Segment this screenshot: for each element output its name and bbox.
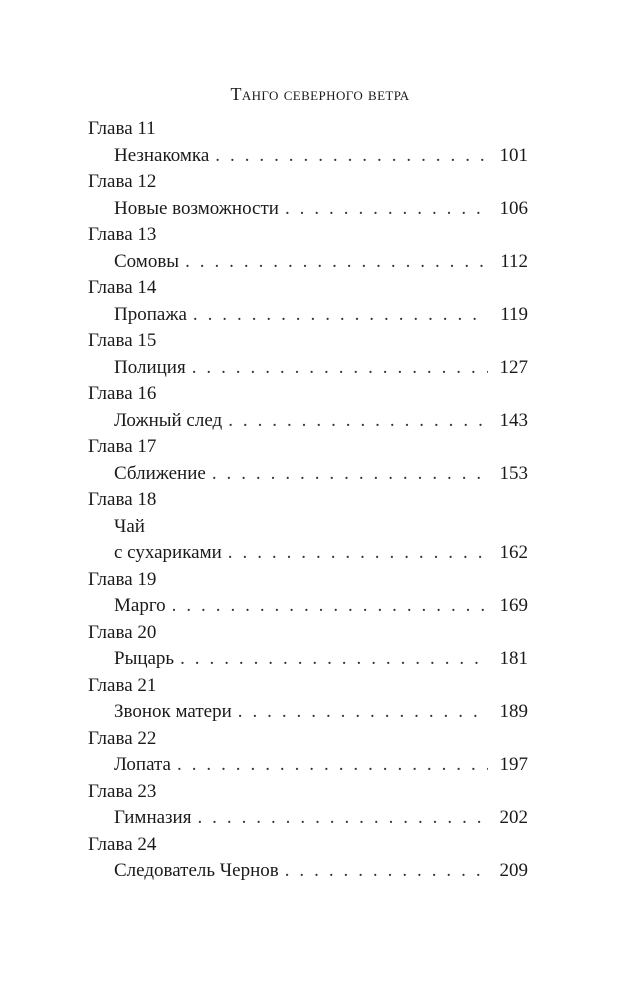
dot-leader <box>193 302 488 329</box>
chapter-label: Глава 17 <box>88 436 157 457</box>
chapter-title: Звонок матери <box>114 701 232 722</box>
chapter-title: Рыцарь <box>114 648 175 669</box>
toc-chapter <box>88 567 528 620</box>
toc-entry[interactable] <box>88 355 528 382</box>
page-number: 189 <box>499 701 528 722</box>
toc-entry[interactable] <box>88 858 528 885</box>
dot-leader <box>228 540 488 567</box>
chapter-label: Глава 11 <box>88 118 156 139</box>
toc-entry[interactable] <box>88 461 528 488</box>
toc-chapter <box>88 328 528 381</box>
toc-entry[interactable] <box>88 593 528 620</box>
toc-entry[interactable] <box>88 540 528 567</box>
chapter-title: Новые возможности <box>114 197 279 219</box>
toc-entry[interactable] <box>88 196 528 223</box>
table-of-contents <box>88 116 528 885</box>
toc-chapter <box>88 673 528 726</box>
toc-chapter <box>88 726 528 779</box>
dot-leader <box>180 646 488 673</box>
chapter-title: Лопата <box>114 754 171 775</box>
chapter-title: Пропажа <box>114 303 187 325</box>
toc-chapter <box>88 832 528 885</box>
toc-chapter <box>88 487 528 567</box>
page-number: 209 <box>499 860 528 881</box>
toc-entry[interactable] <box>88 646 528 673</box>
toc-entry[interactable] <box>88 302 528 329</box>
toc-chapter <box>88 381 528 434</box>
chapter-title: с сухариками <box>114 542 222 563</box>
page-number: 119 <box>500 303 528 325</box>
chapter-title: Марго <box>114 595 166 616</box>
chapter-title-line1[interactable]: Чай <box>114 515 145 537</box>
toc-chapter <box>88 434 528 487</box>
toc-entry[interactable] <box>88 143 528 170</box>
dot-leader <box>215 143 488 170</box>
toc-entry[interactable] <box>88 752 528 779</box>
chapter-title: Сомовы <box>114 250 180 272</box>
chapter-label: Глава 16 <box>88 383 157 404</box>
chapter-label: Глава 23 <box>88 780 157 802</box>
chapter-title: Ложный след <box>114 409 223 431</box>
page-number: 153 <box>499 462 528 484</box>
page-number: 112 <box>500 250 528 272</box>
chapter-label: Глава 19 <box>88 568 157 590</box>
chapter-label: Глава 15 <box>88 330 157 351</box>
chapter-label: Глава 14 <box>88 277 157 298</box>
chapter-label: Глава 13 <box>88 224 157 245</box>
chapter-title: Следователь Чернов <box>114 860 279 881</box>
page-number: 162 <box>499 542 528 563</box>
chapter-title: Незнакомка <box>114 144 210 166</box>
page-number: 143 <box>499 409 528 431</box>
chapter-label: Глава 21 <box>88 674 157 696</box>
chapter-title: Гимназия <box>114 807 192 828</box>
chapter-label: Глава 18 <box>88 489 157 510</box>
toc-entry[interactable] <box>88 408 528 435</box>
page-number: 202 <box>499 807 528 828</box>
dot-leader <box>238 699 488 726</box>
chapter-label: Глава 24 <box>88 833 157 855</box>
dot-leader <box>177 752 488 779</box>
dot-leader <box>185 249 488 276</box>
dot-leader <box>228 408 488 435</box>
page-number: 101 <box>499 144 528 166</box>
chapter-title: Сближение <box>114 462 206 484</box>
chapter-label: Глава 12 <box>88 171 157 192</box>
toc-chapter <box>88 275 528 328</box>
page-number: 197 <box>499 754 528 775</box>
page-title: Танго северного ветра <box>230 84 410 104</box>
page-number: 127 <box>499 356 528 378</box>
toc-entry[interactable] <box>88 249 528 276</box>
dot-leader <box>192 355 488 382</box>
chapter-label: Глава 20 <box>88 621 157 643</box>
chapter-title: Полиция <box>114 356 186 378</box>
toc-chapter <box>88 116 528 169</box>
dot-leader <box>197 805 488 832</box>
page-number: 106 <box>499 197 528 219</box>
dot-leader <box>285 196 488 223</box>
toc-entry[interactable] <box>88 805 528 832</box>
dot-leader <box>285 858 488 885</box>
toc-chapter <box>88 620 528 673</box>
dot-leader <box>172 593 488 620</box>
toc-entry[interactable] <box>88 699 528 726</box>
toc-chapter <box>88 169 528 222</box>
toc-chapter <box>88 222 528 275</box>
dot-leader <box>212 461 488 488</box>
toc-chapter <box>88 779 528 832</box>
chapter-label: Глава 22 <box>88 727 157 749</box>
page-number: 169 <box>499 595 528 616</box>
page-number: 181 <box>499 648 528 669</box>
